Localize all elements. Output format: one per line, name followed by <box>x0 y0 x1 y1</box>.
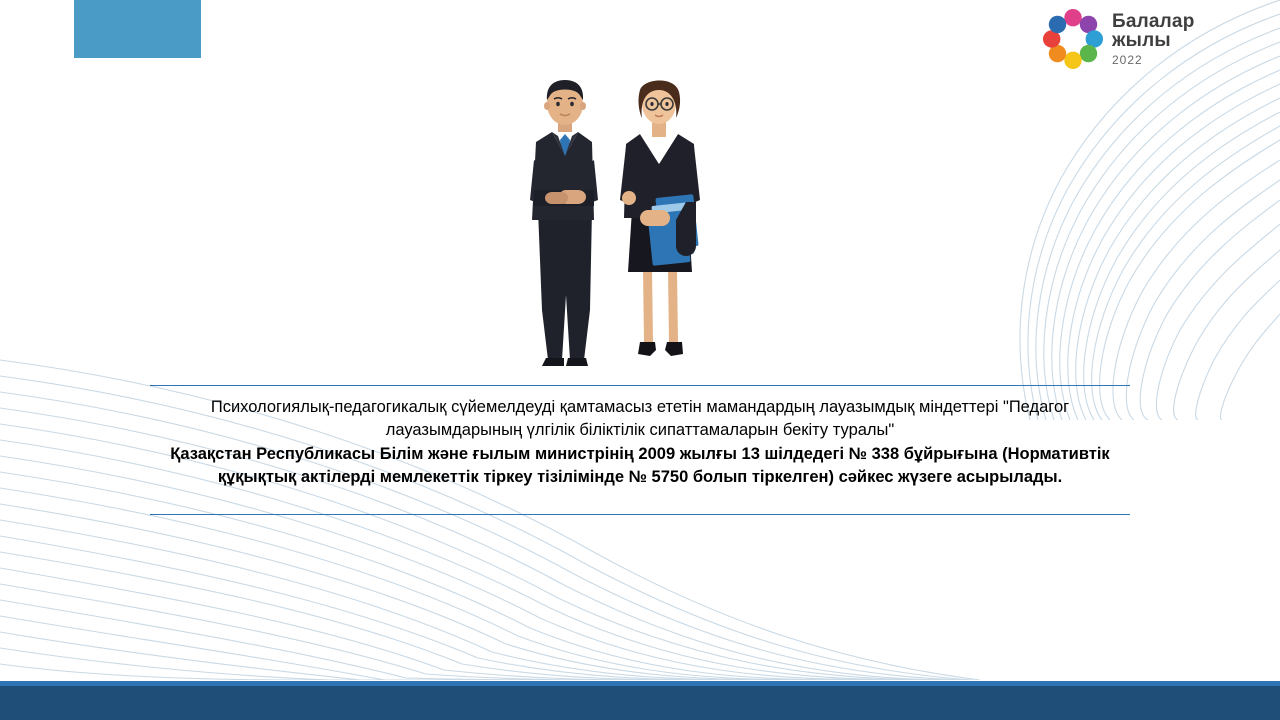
body-text <box>150 386 1130 498</box>
text-block <box>150 385 1130 515</box>
man-figure <box>530 80 598 366</box>
logo-year: 2022 <box>1112 52 1143 67</box>
bottom-bar <box>0 686 1280 720</box>
paragraph-2: Қазақстан Республикасы Білім және ғылым министрінің 2009 жылғы 13 шілдедегі № 338 бұйрығына (Нормативтік құқықтық актілерді мемлекеттік тіркеу тізілімінде № 5750 болып тіркелген) сәйкес жүзеге асырылады. <box>170 444 1110 487</box>
paragraph-1: Психологиялық-педагогикалық сүйемелдеуді қамтамасыз ететін мамандардың лауазымдық міндеттері "Педагог лауазымдарының үлгілік біліктілік сипаттамаларын бекіту туралы" <box>210 398 1070 440</box>
corner-accent-block <box>74 0 201 58</box>
woman-figure <box>620 81 700 357</box>
divider-bottom <box>150 514 1130 515</box>
two-professionals-illustration <box>500 60 730 380</box>
balalar-zhyly-logo-icon <box>1042 8 1104 70</box>
logo-line2: жылы <box>1112 30 1171 52</box>
logo <box>1042 6 1252 72</box>
logo-line1: Балалар <box>1112 11 1195 32</box>
